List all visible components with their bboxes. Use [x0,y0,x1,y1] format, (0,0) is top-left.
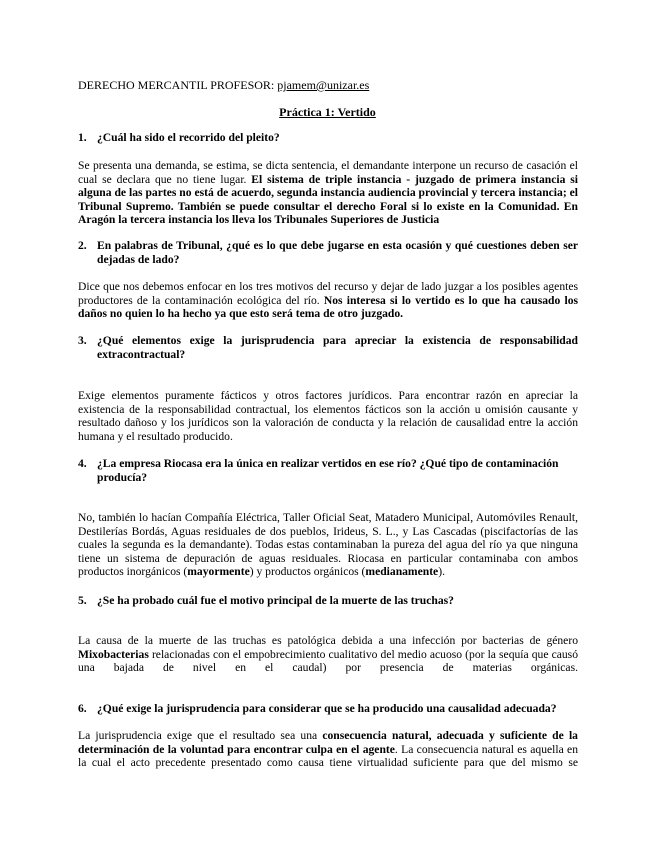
answer-5: La causa de la muerte de las truchas es patológica debida a una infección por bacterias de género Mixobacterias relacionadas con el empobrecimiento cualitativo del medio acuoso (por la sequía que causó una bajada de nivel en el caudal) por presencia de materias orgánicas. [78,634,578,675]
question-number: 4. [78,457,87,470]
question-6 [78,702,578,716]
question-number: 3. [78,334,87,347]
question-3 [78,334,578,361]
answer-2: Dice que nos debemos enfocar en los tres motivos del recurso y dejar de lado juzgar a los posibles agentes productores de la contaminación ecológica del río. Nos interesa si lo vertido es lo que ha causado los daños no quien lo ha hecho ya que esto será tema de otro juzgado. [78,280,579,321]
question-text: ¿Cuál ha sido el recorrido del pleito? [97,131,280,144]
answer-3: Exige elementos puramente fácticos y otros factores jurídicos. Para encontrar razón en apreciar la existencia de la responsabilidad contractual, los elementos fácticos son la acción u omisión causante y resultado dañoso y los jurídicos son la valoración de conducta y la relación de causalidad entre la acción humana y el resultado producido. [78,389,578,443]
question-number: 2. [78,239,87,252]
document-header [78,79,369,93]
question-number: 1. [78,131,87,144]
question-text: ¿Qué elementos exige la jurisprudencia para apreciar la existencia de responsabilidad extracontractual? [97,334,578,361]
question-text: ¿Se ha probado cuál fue el motivo principal de la muerte de las truchas? [97,594,454,607]
question-2 [78,239,578,266]
answer-1: Se presenta una demanda, se estima, se dicta sentencia, el demandante interpone un recurso de casación el cual se declara que no tiene lugar. El sistema de triple instancia - juzgado de primera instancia si alguna de las partes no está de acuerdo, segunda instancia audiencia provincial y tercera instancia; el Tribunal Supremo. También se puede consultar el derecho Foral si lo existe en la Comunidad. En Aragón la tercera instancia los lleva los Tribunales Superiores de Justicia [78,159,578,227]
question-5 [78,594,578,608]
answer-4: No, también lo hacían Compañía Eléctrica, Taller Oficial Seat, Matadero Municipal, Automóviles Renault, Destilerías Bordás, Aguas residuales de dos pueblos, Irideus, S. L., y Las Cascadas (piscifactorías de las cuales la segunda es la demandante). Todas estas contaminaban la pureza del agua del río ya que ninguna tiene un sistema de depuración de aguas residuales. Riocasa en particular contaminaba con ambos productos inorgánicos (mayormente) y productos orgánicos (medianamente). [78,511,578,579]
professor-email-link[interactable]: pjamem@unizar.es [277,78,370,92]
question-1 [78,131,578,145]
question-text: ¿Qué exige la jurisprudencia para considerar que se ha producido una causalidad adecuada? [97,702,557,715]
question-number: 5. [78,594,87,607]
question-text: ¿La empresa Riocasa era la única en realizar vertidos en ese río? ¿Qué tipo de contaminación producía? [97,457,559,484]
question-number: 6. [78,702,87,715]
question-text: En palabras de Tribunal, ¿qué es lo que debe jugarse en esta ocasión y qué cuestiones deben ser dejadas de lado? [97,239,578,266]
header-label: DERECHO MERCANTIL PROFESOR: [78,78,278,92]
answer-6: La jurisprudencia exige que el resultado sea una consecuencia natural, adecuada y suficiente de la determinación de la voluntad para encontrar culpa en el agente. La consecuencia natural es aquella en la cual el acto precedente presentado como causa tiene virtualidad suficiente para que del mismo se [78,729,578,770]
question-4 [78,457,578,484]
practice-title: Práctica 1: Vertido [279,105,376,119]
